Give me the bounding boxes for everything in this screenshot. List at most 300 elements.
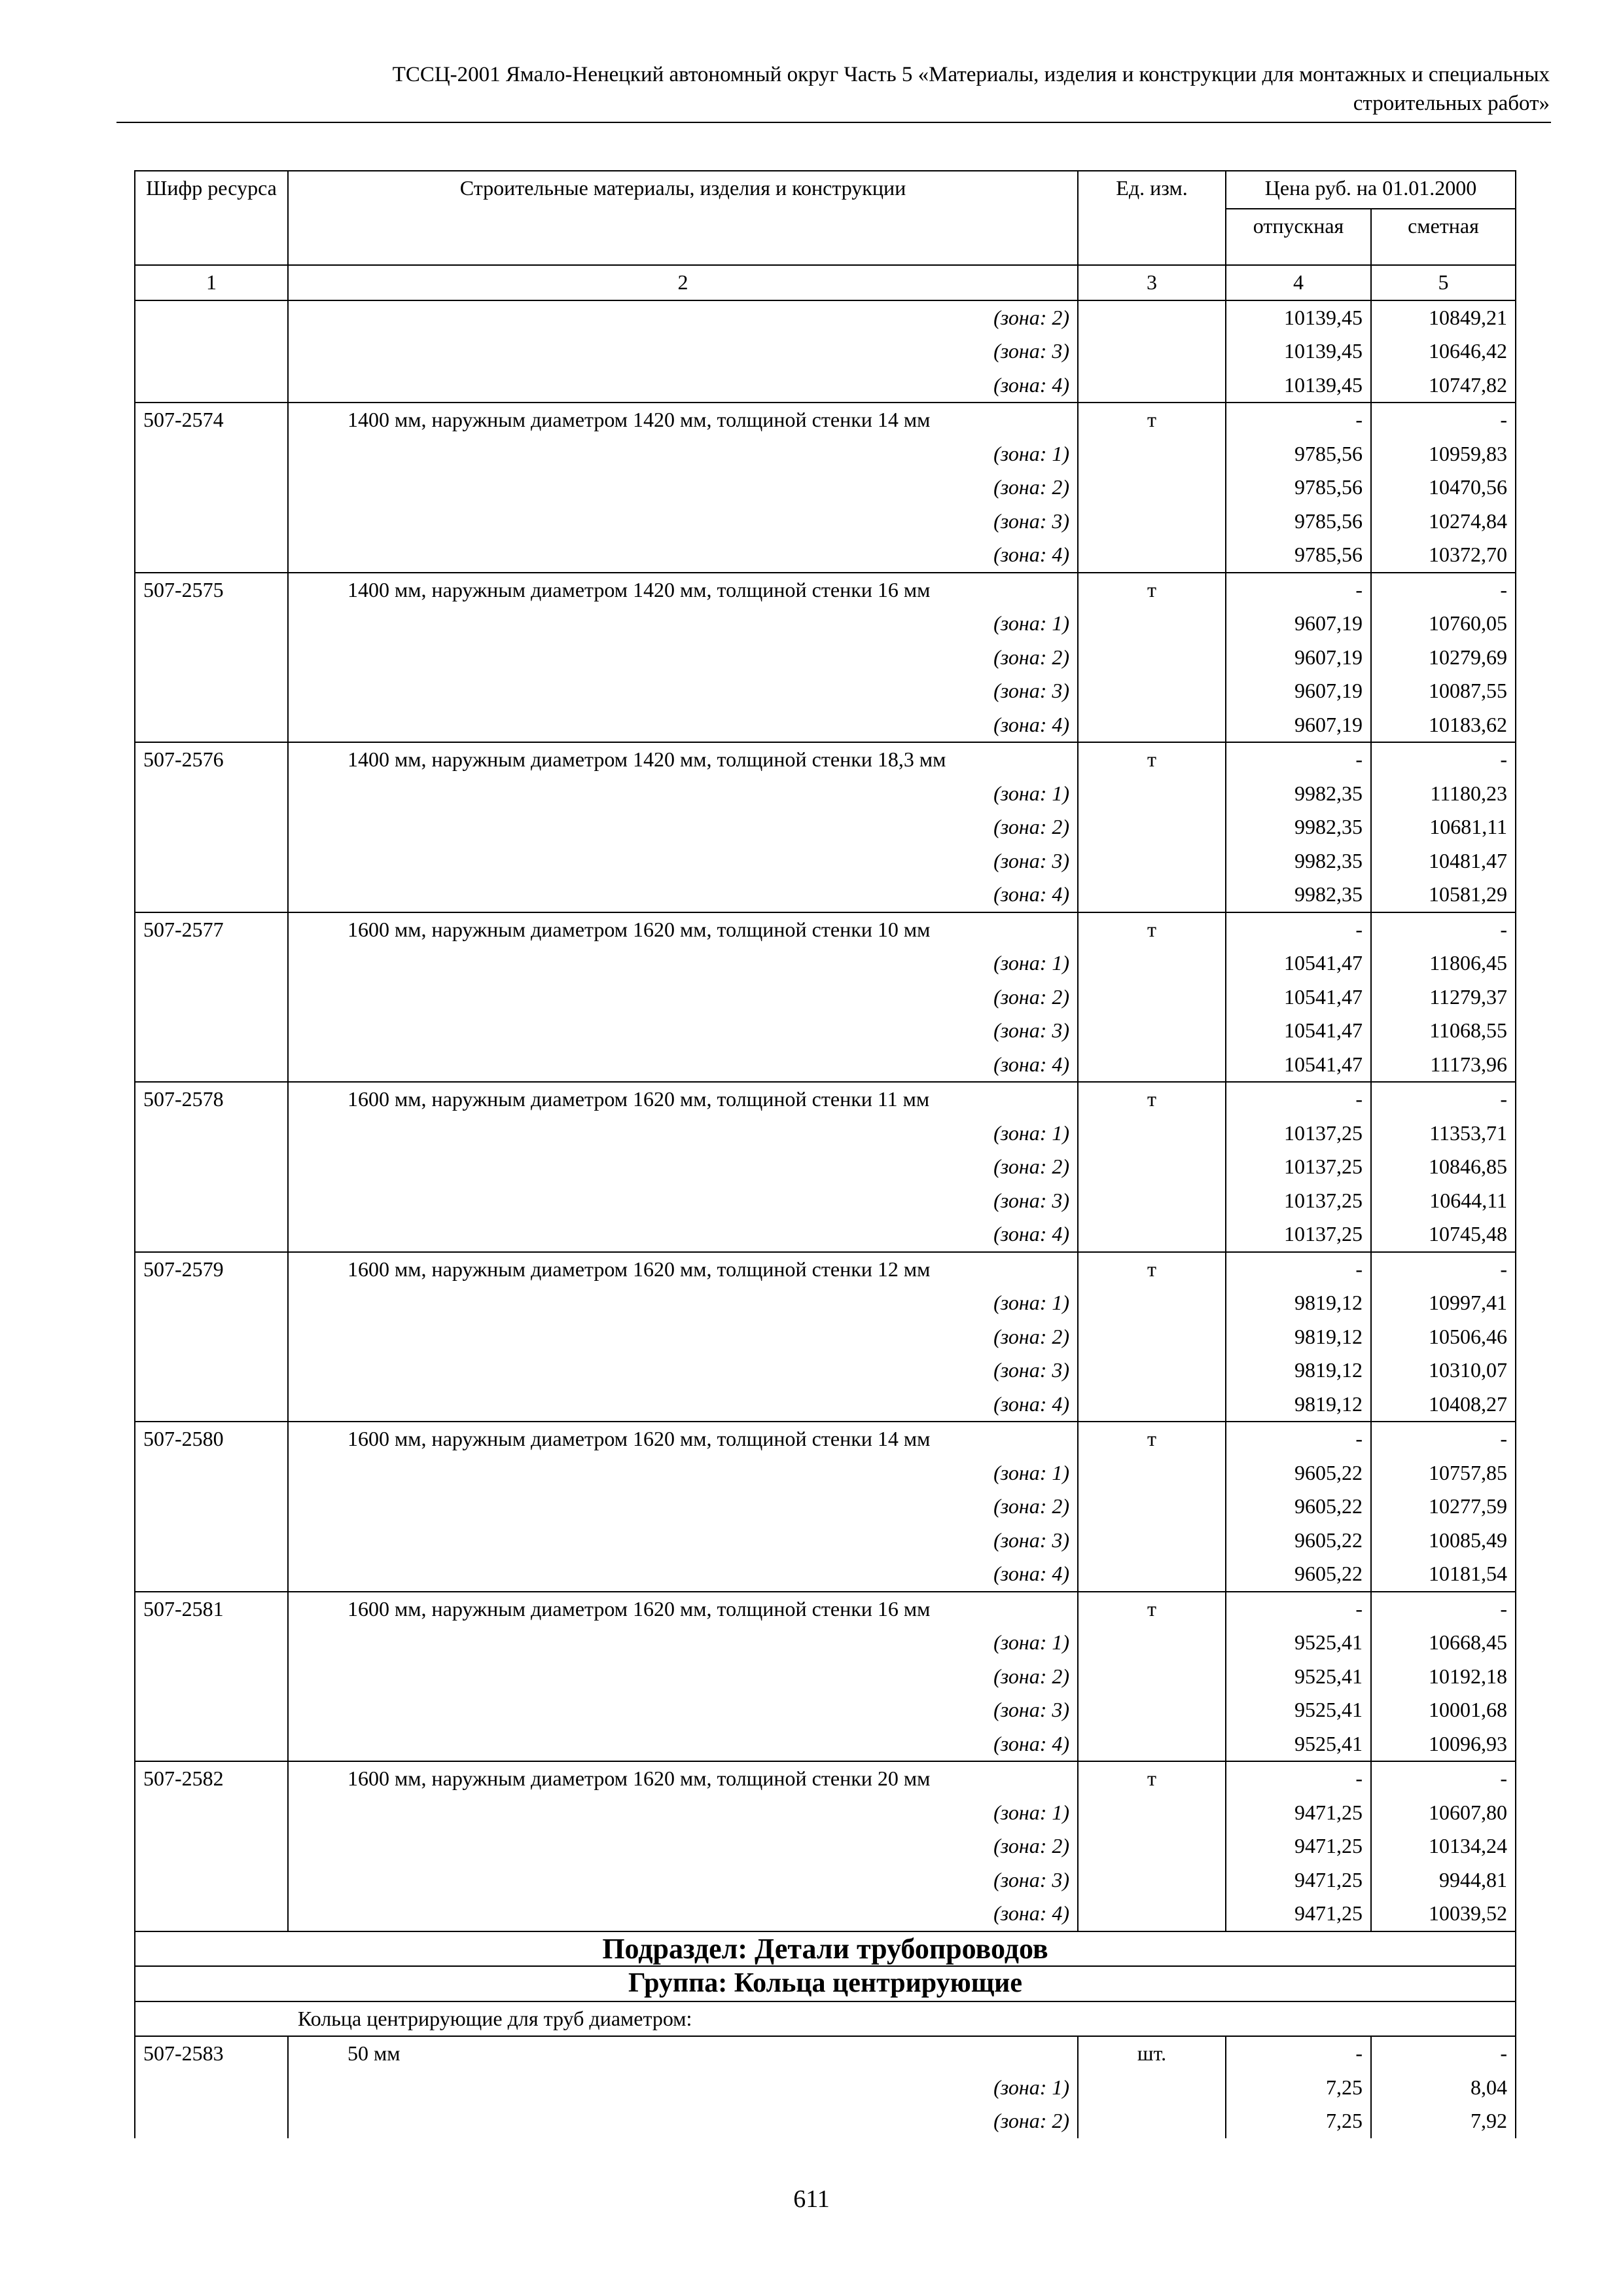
release-price: 9819,12 xyxy=(1226,1388,1371,1422)
zone-row xyxy=(135,437,1516,471)
zone-row xyxy=(135,368,1516,403)
header-unit: Ед. изм. xyxy=(1078,171,1226,265)
estimate-price: 11806,45 xyxy=(1371,946,1516,980)
zone-row xyxy=(135,1184,1516,1218)
estimate-price: 10001,68 xyxy=(1371,1693,1516,1727)
zone-label: (зона: 2) xyxy=(288,300,1078,335)
release-price: 9607,19 xyxy=(1226,674,1371,708)
table-row xyxy=(135,1252,1516,1287)
release-price: 9819,12 xyxy=(1226,1320,1371,1354)
release-price: 9982,35 xyxy=(1226,810,1371,844)
code-cell xyxy=(135,1829,288,1863)
release-price: 9605,22 xyxy=(1226,1456,1371,1490)
unit-cell xyxy=(1078,1184,1226,1218)
zone-row xyxy=(135,1626,1516,1660)
unit-cell xyxy=(1078,674,1226,708)
release-price: 9471,25 xyxy=(1226,1863,1371,1897)
release-price: - xyxy=(1226,912,1371,947)
zone-row xyxy=(135,538,1516,573)
estimate-price: 10408,27 xyxy=(1371,1388,1516,1422)
code-cell xyxy=(135,1626,288,1660)
table-row xyxy=(135,1422,1516,1456)
code-cell xyxy=(135,1727,288,1762)
release-price: 9525,41 xyxy=(1226,1693,1371,1727)
estimate-price: 9944,81 xyxy=(1371,1863,1516,1897)
release-price: 10541,47 xyxy=(1226,1048,1371,1083)
release-price: 9607,19 xyxy=(1226,708,1371,743)
release-price: 9605,22 xyxy=(1226,1490,1371,1524)
estimate-price: 10279,69 xyxy=(1371,641,1516,675)
release-price: 10137,25 xyxy=(1226,1217,1371,1252)
code-cell xyxy=(135,1693,288,1727)
table-row xyxy=(135,1761,1516,1796)
estimate-price: - xyxy=(1371,742,1516,777)
zone-label: (зона: 3) xyxy=(288,674,1078,708)
code-cell xyxy=(135,1217,288,1252)
zone-row xyxy=(135,946,1516,980)
estimate-price: - xyxy=(1371,1422,1516,1456)
unit-cell xyxy=(1078,471,1226,505)
code-cell xyxy=(135,1320,288,1354)
unit-cell xyxy=(1078,878,1226,912)
unit-cell xyxy=(1078,641,1226,675)
release-price: 9819,12 xyxy=(1226,1286,1371,1320)
code-cell xyxy=(135,300,288,335)
code-cell xyxy=(135,1660,288,1694)
resource-code: 507-2583 xyxy=(135,2036,288,2071)
unit-cell xyxy=(1078,1693,1226,1727)
unit: т xyxy=(1078,1252,1226,1287)
zone-label: (зона: 4) xyxy=(288,1727,1078,1762)
zone-row xyxy=(135,1217,1516,1252)
unit-cell xyxy=(1078,980,1226,1014)
zone-label: (зона: 1) xyxy=(288,1286,1078,1320)
estimate-price: 10747,82 xyxy=(1371,368,1516,403)
zone-row xyxy=(135,1354,1516,1388)
resource-code: 507-2579 xyxy=(135,1252,288,1287)
zone-label: (зона: 4) xyxy=(288,878,1078,912)
unit-cell xyxy=(1078,1897,1226,1931)
header-line-2: строительных работ» xyxy=(1353,92,1550,115)
zone-row xyxy=(135,1863,1516,1897)
zone-row xyxy=(135,1557,1516,1592)
unit-cell xyxy=(1078,1829,1226,1863)
zone-row xyxy=(135,641,1516,675)
unit: т xyxy=(1078,1592,1226,1626)
release-price: 9605,22 xyxy=(1226,1524,1371,1558)
release-price: 9785,56 xyxy=(1226,538,1371,573)
resource-code: 507-2580 xyxy=(135,1422,288,1456)
release-price: 9607,19 xyxy=(1226,607,1371,641)
unit-cell xyxy=(1078,1388,1226,1422)
zone-label: (зона: 2) xyxy=(288,810,1078,844)
unit-cell xyxy=(1078,1150,1226,1184)
estimate-price: 10134,24 xyxy=(1371,1829,1516,1863)
code-cell xyxy=(135,1456,288,1490)
release-price: - xyxy=(1226,403,1371,437)
zone-label: (зона: 4) xyxy=(288,1388,1078,1422)
zone-label: (зона: 1) xyxy=(288,1796,1078,1830)
release-price: 10137,25 xyxy=(1226,1117,1371,1151)
unit: шт. xyxy=(1078,2036,1226,2071)
resource-name: 1600 мм, наружным диаметром 1620 мм, толщиной стенки 12 мм xyxy=(288,1252,1078,1287)
unit-cell xyxy=(1078,1863,1226,1897)
estimate-price: 10997,41 xyxy=(1371,1286,1516,1320)
unit-cell xyxy=(1078,844,1226,878)
header-release: отпускная xyxy=(1226,209,1371,265)
estimate-price: 10959,83 xyxy=(1371,437,1516,471)
release-price: - xyxy=(1226,2036,1371,2071)
code-cell xyxy=(135,1286,288,1320)
estimate-price: 10096,93 xyxy=(1371,1727,1516,1762)
code-cell xyxy=(135,368,288,403)
resource-code: 507-2577 xyxy=(135,912,288,947)
unit-cell xyxy=(1078,1660,1226,1694)
unit-cell xyxy=(1078,1490,1226,1524)
release-price: 9471,25 xyxy=(1226,1829,1371,1863)
resource-name: 1600 мм, наружным диаметром 1620 мм, толщиной стенки 14 мм xyxy=(288,1422,1078,1456)
zone-row xyxy=(135,878,1516,912)
code-cell xyxy=(135,1388,288,1422)
unit-cell xyxy=(1078,505,1226,539)
estimate-price: 10085,49 xyxy=(1371,1524,1516,1558)
unit-cell xyxy=(1078,368,1226,403)
unit-cell xyxy=(1078,1217,1226,1252)
zone-label: (зона: 4) xyxy=(288,1897,1078,1931)
release-price: 9525,41 xyxy=(1226,1660,1371,1694)
release-price: 7,25 xyxy=(1226,2104,1371,2138)
zone-row xyxy=(135,1660,1516,1694)
estimate-price: 10846,85 xyxy=(1371,1150,1516,1184)
table-row xyxy=(135,2036,1516,2071)
code-cell xyxy=(135,334,288,368)
release-price: 9785,56 xyxy=(1226,437,1371,471)
group-row xyxy=(135,1966,1516,2001)
zone-row xyxy=(135,1048,1516,1083)
table-row xyxy=(135,403,1516,437)
header-price: Цена руб. на 01.01.2000 xyxy=(1226,171,1516,209)
code-cell xyxy=(135,1184,288,1218)
code-cell xyxy=(135,505,288,539)
zone-row xyxy=(135,2071,1516,2105)
release-price: - xyxy=(1226,1082,1371,1117)
zone-label: (зона: 3) xyxy=(288,1184,1078,1218)
unit-cell xyxy=(1078,946,1226,980)
unit-cell xyxy=(1078,708,1226,743)
estimate-price: 10849,21 xyxy=(1371,300,1516,335)
zone-row xyxy=(135,1320,1516,1354)
zone-row xyxy=(135,674,1516,708)
code-cell xyxy=(135,1354,288,1388)
zone-row xyxy=(135,1829,1516,1863)
unit: т xyxy=(1078,1761,1226,1796)
zone-label: (зона: 4) xyxy=(288,708,1078,743)
estimate-price: 10192,18 xyxy=(1371,1660,1516,1694)
unit-cell xyxy=(1078,334,1226,368)
resource-name: 1600 мм, наружным диаметром 1620 мм, толщиной стенки 11 мм xyxy=(288,1082,1078,1117)
zone-label: (зона: 2) xyxy=(288,641,1078,675)
column-number-4: 4 xyxy=(1226,265,1371,300)
release-price: 10137,25 xyxy=(1226,1150,1371,1184)
release-price: 10139,45 xyxy=(1226,300,1371,335)
zone-label: (зона: 2) xyxy=(288,1320,1078,1354)
code-cell xyxy=(135,844,288,878)
table-header-row xyxy=(135,171,1516,209)
zone-label: (зона: 2) xyxy=(288,980,1078,1014)
unit-cell xyxy=(1078,810,1226,844)
estimate-price: 8,04 xyxy=(1371,2071,1516,2105)
header-name: Строительные материалы, изделия и конструкции xyxy=(288,171,1078,265)
zone-row xyxy=(135,607,1516,641)
code-cell xyxy=(135,2104,288,2138)
resource-code: 507-2578 xyxy=(135,1082,288,1117)
zone-label: (зона: 3) xyxy=(288,1863,1078,1897)
header-estimate: сметная xyxy=(1371,209,1516,265)
zone-row xyxy=(135,980,1516,1014)
estimate-price: 10745,48 xyxy=(1371,1217,1516,1252)
code-cell xyxy=(135,1150,288,1184)
unit-cell xyxy=(1078,1014,1226,1048)
zone-label: (зона: 4) xyxy=(288,1048,1078,1083)
estimate-price: - xyxy=(1371,912,1516,947)
unit-cell xyxy=(1078,777,1226,811)
price-table xyxy=(134,170,1516,2138)
code-cell xyxy=(135,674,288,708)
estimate-price: - xyxy=(1371,403,1516,437)
zone-label: (зона: 2) xyxy=(288,1829,1078,1863)
code-cell xyxy=(135,1524,288,1558)
estimate-price: 10470,56 xyxy=(1371,471,1516,505)
estimate-price: 10277,59 xyxy=(1371,1490,1516,1524)
group-note-row xyxy=(135,2001,1516,2037)
resource-name: 1600 мм, наружным диаметром 1620 мм, толщиной стенки 10 мм xyxy=(288,912,1078,947)
release-price: - xyxy=(1226,1592,1371,1626)
resource-code: 507-2582 xyxy=(135,1761,288,1796)
estimate-price: 10757,85 xyxy=(1371,1456,1516,1490)
unit-cell xyxy=(1078,1320,1226,1354)
zone-label: (зона: 2) xyxy=(288,1490,1078,1524)
release-price: - xyxy=(1226,573,1371,607)
column-number-1: 1 xyxy=(135,265,288,300)
zone-label: (зона: 1) xyxy=(288,946,1078,980)
release-price: - xyxy=(1226,1761,1371,1796)
group-title: Группа: Кольца центрирующие xyxy=(135,1966,1516,2001)
zone-row xyxy=(135,505,1516,539)
resource-code: 507-2574 xyxy=(135,403,288,437)
release-price: 10541,47 xyxy=(1226,946,1371,980)
release-price: 9785,56 xyxy=(1226,505,1371,539)
zone-row xyxy=(135,300,1516,335)
zone-row xyxy=(135,1286,1516,1320)
table-row xyxy=(135,912,1516,947)
resource-name: 1600 мм, наружным диаметром 1620 мм, толщиной стенки 20 мм xyxy=(288,1761,1078,1796)
resource-name: 1600 мм, наружным диаметром 1620 мм, толщиной стенки 16 мм xyxy=(288,1592,1078,1626)
resource-name: 1400 мм, наружным диаметром 1420 мм, толщиной стенки 16 мм xyxy=(288,573,1078,607)
zone-label: (зона: 1) xyxy=(288,1117,1078,1151)
unit-cell xyxy=(1078,1117,1226,1151)
code-cell xyxy=(135,777,288,811)
header-line-1: ТССЦ-2001 Ямало-Ненецкий автономный округ Часть 5 «Материалы, изделия и конструкции для монтажных и специальных xyxy=(392,63,1550,86)
unit-cell xyxy=(1078,437,1226,471)
resource-name: 1400 мм, наружным диаметром 1420 мм, толщиной стенки 14 мм xyxy=(288,403,1078,437)
unit-cell xyxy=(1078,1048,1226,1083)
estimate-price: 11068,55 xyxy=(1371,1014,1516,1048)
zone-row xyxy=(135,1388,1516,1422)
price-table-body xyxy=(135,171,1516,2138)
table-row xyxy=(135,1592,1516,1626)
zone-row xyxy=(135,1150,1516,1184)
estimate-price: 10274,84 xyxy=(1371,505,1516,539)
zone-row xyxy=(135,1897,1516,1931)
code-cell xyxy=(135,1557,288,1592)
estimate-price: 10183,62 xyxy=(1371,708,1516,743)
zone-row xyxy=(135,844,1516,878)
zone-label: (зона: 3) xyxy=(288,1693,1078,1727)
estimate-price: - xyxy=(1371,1082,1516,1117)
estimate-price: 11180,23 xyxy=(1371,777,1516,811)
code-cell xyxy=(135,1897,288,1931)
code-cell xyxy=(135,1796,288,1830)
unit-cell xyxy=(1078,1626,1226,1660)
estimate-price: 11353,71 xyxy=(1371,1117,1516,1151)
resource-code: 507-2576 xyxy=(135,742,288,777)
header-code: Шифр ресурса xyxy=(135,171,288,265)
release-price: 9525,41 xyxy=(1226,1727,1371,1762)
code-cell xyxy=(135,1117,288,1151)
zone-row xyxy=(135,810,1516,844)
zone-label: (зона: 4) xyxy=(288,538,1078,573)
unit: т xyxy=(1078,573,1226,607)
code-cell xyxy=(135,708,288,743)
release-price: 10139,45 xyxy=(1226,334,1371,368)
release-price: 9982,35 xyxy=(1226,777,1371,811)
unit-cell xyxy=(1078,1796,1226,1830)
zone-label: (зона: 3) xyxy=(288,844,1078,878)
estimate-price: - xyxy=(1371,573,1516,607)
unit-cell xyxy=(1078,300,1226,335)
table-row xyxy=(135,742,1516,777)
zone-row xyxy=(135,1796,1516,1830)
unit: т xyxy=(1078,912,1226,947)
estimate-price: - xyxy=(1371,1592,1516,1626)
unit-cell xyxy=(1078,538,1226,573)
column-number-5: 5 xyxy=(1371,265,1516,300)
estimate-price: 10481,47 xyxy=(1371,844,1516,878)
unit-cell xyxy=(1078,1456,1226,1490)
code-cell xyxy=(135,878,288,912)
zone-row xyxy=(135,1727,1516,1762)
zone-label: (зона: 4) xyxy=(288,368,1078,403)
zone-label: (зона: 3) xyxy=(288,1014,1078,1048)
release-price: 10137,25 xyxy=(1226,1184,1371,1218)
unit: т xyxy=(1078,1422,1226,1456)
zone-row xyxy=(135,708,1516,743)
release-price: 9982,35 xyxy=(1226,878,1371,912)
header-divider xyxy=(116,122,1551,123)
code-cell xyxy=(135,607,288,641)
release-price: 10139,45 xyxy=(1226,368,1371,403)
release-price: 9819,12 xyxy=(1226,1354,1371,1388)
zone-label: (зона: 4) xyxy=(288,1217,1078,1252)
estimate-price: 10039,52 xyxy=(1371,1897,1516,1931)
unit: т xyxy=(1078,742,1226,777)
estimate-price: 10506,46 xyxy=(1371,1320,1516,1354)
zone-label: (зона: 1) xyxy=(288,607,1078,641)
unit-cell xyxy=(1078,1524,1226,1558)
column-number-3: 3 xyxy=(1078,265,1226,300)
zone-row xyxy=(135,1490,1516,1524)
group-note: Кольца центрирующие для труб диаметром: xyxy=(135,2001,1516,2037)
estimate-price: 10668,45 xyxy=(1371,1626,1516,1660)
zone-row xyxy=(135,777,1516,811)
zone-label: (зона: 3) xyxy=(288,334,1078,368)
zone-label: (зона: 2) xyxy=(288,471,1078,505)
estimate-price: 10644,11 xyxy=(1371,1184,1516,1218)
unit-cell xyxy=(1078,1727,1226,1762)
zone-label: (зона: 1) xyxy=(288,777,1078,811)
code-cell xyxy=(135,538,288,573)
zone-label: (зона: 2) xyxy=(288,1660,1078,1694)
zone-row xyxy=(135,1693,1516,1727)
zone-row xyxy=(135,1014,1516,1048)
table-row xyxy=(135,573,1516,607)
zone-label: (зона: 3) xyxy=(288,1524,1078,1558)
subsection-title: Подраздел: Детали трубопроводов xyxy=(135,1931,1516,1967)
release-price: 7,25 xyxy=(1226,2071,1371,2105)
code-cell xyxy=(135,437,288,471)
estimate-price: 10181,54 xyxy=(1371,1557,1516,1592)
release-price: 9607,19 xyxy=(1226,641,1371,675)
zone-label: (зона: 1) xyxy=(288,1626,1078,1660)
code-cell xyxy=(135,1863,288,1897)
code-cell xyxy=(135,471,288,505)
code-cell xyxy=(135,2071,288,2105)
zone-row xyxy=(135,2104,1516,2138)
estimate-price: 10372,70 xyxy=(1371,538,1516,573)
estimate-price: - xyxy=(1371,2036,1516,2071)
zone-label: (зона: 4) xyxy=(288,1557,1078,1592)
zone-label: (зона: 1) xyxy=(288,437,1078,471)
table-row xyxy=(135,1082,1516,1117)
unit: т xyxy=(1078,1082,1226,1117)
resource-name: 50 мм xyxy=(288,2036,1078,2071)
unit-cell xyxy=(1078,1354,1226,1388)
estimate-price: - xyxy=(1371,1761,1516,1796)
unit-cell xyxy=(1078,2104,1226,2138)
zone-row xyxy=(135,334,1516,368)
unit-cell xyxy=(1078,1286,1226,1320)
resource-code: 507-2575 xyxy=(135,573,288,607)
zone-row xyxy=(135,1524,1516,1558)
resource-name: 1400 мм, наружным диаметром 1420 мм, толщиной стенки 18,3 мм xyxy=(288,742,1078,777)
zone-row xyxy=(135,1117,1516,1151)
release-price: 9471,25 xyxy=(1226,1897,1371,1931)
estimate-price: 10760,05 xyxy=(1371,607,1516,641)
release-price: - xyxy=(1226,1422,1371,1456)
unit: т xyxy=(1078,403,1226,437)
resource-code: 507-2581 xyxy=(135,1592,288,1626)
zone-label: (зона: 2) xyxy=(288,1150,1078,1184)
release-price: - xyxy=(1226,742,1371,777)
zone-label: (зона: 3) xyxy=(288,505,1078,539)
code-cell xyxy=(135,1014,288,1048)
code-cell xyxy=(135,810,288,844)
estimate-price: 10310,07 xyxy=(1371,1354,1516,1388)
unit-cell xyxy=(1078,2071,1226,2105)
zone-label: (зона: 1) xyxy=(288,2071,1078,2105)
release-price: 9525,41 xyxy=(1226,1626,1371,1660)
estimate-price: 11173,96 xyxy=(1371,1048,1516,1083)
